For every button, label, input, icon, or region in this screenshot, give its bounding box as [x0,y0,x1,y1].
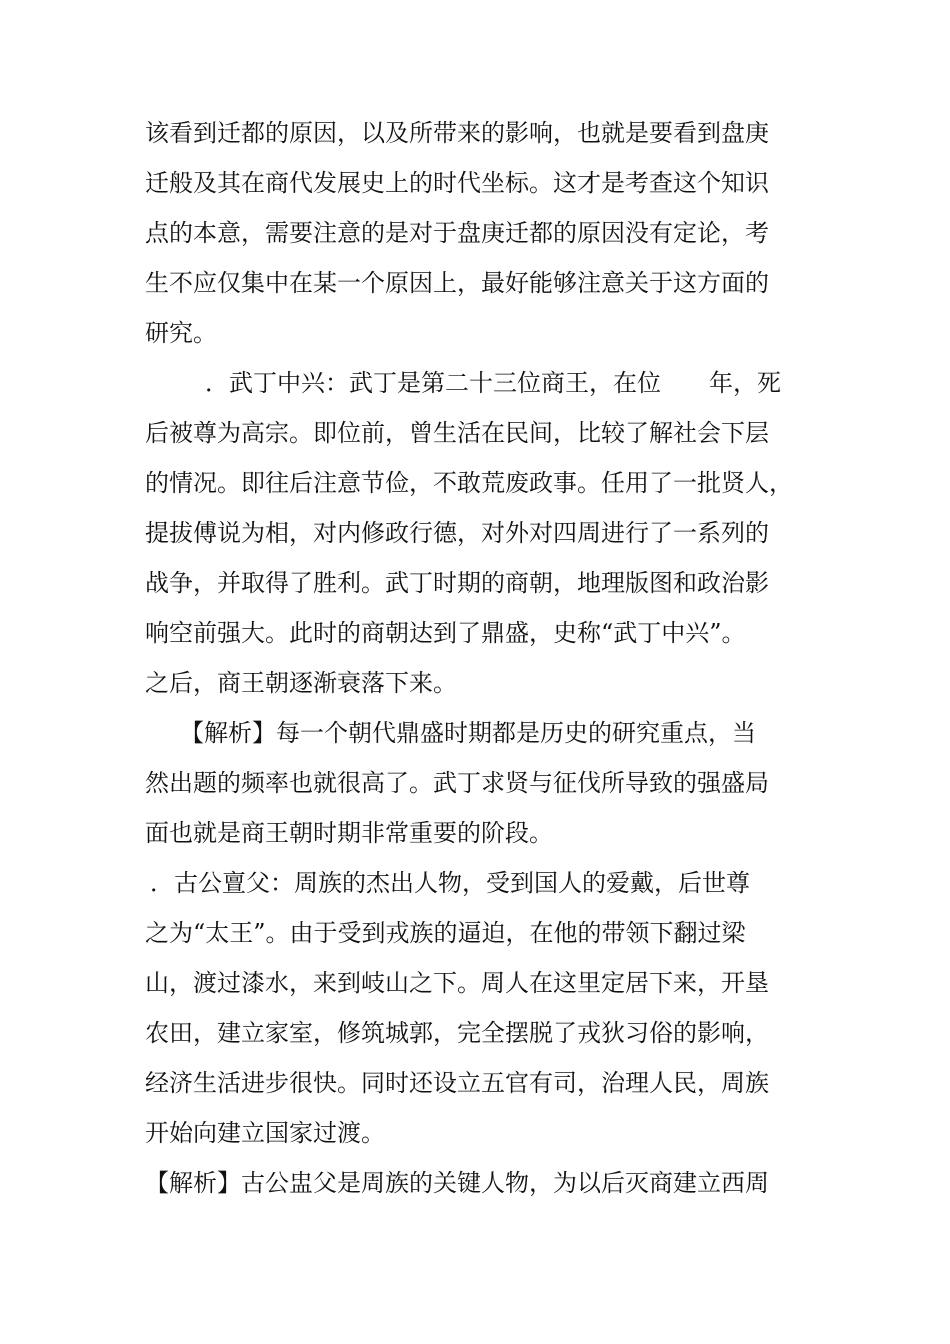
paragraph-line: 经济生活进步很快。同时还设立五官有司，治理人民，周族 [145,1069,769,1097]
paragraph-line: 该看到迁都的原因，以及所带来的影响，也就是要看到盘庚 [145,119,769,147]
paragraph-line: ．古公亶父：周族的杰出人物，受到国人的爱戴，后世尊 [150,869,750,897]
paragraph-line: 之后，商王朝逐渐衰落下来。 [145,669,457,697]
paragraph-line: 开始向建立国家过渡。 [145,1119,385,1147]
paragraph-line: 的情况。即往后注意节俭，不敢荒废政事。任用了一批贤人， [145,469,793,497]
paragraph-line: 之为“太王”。由于受到戎族的逼迫，在他的带领下翻过梁 [145,919,746,947]
paragraph-line: ．武丁中兴：武丁是第二十三位商王，在位 年，死 [205,369,781,397]
paragraph-line: 点的本意，需要注意的是对于盘庚迁都的原因没有定论，考 [145,219,769,247]
paragraph-line: 提拔傅说为相，对内修政行德，对外对四周进行了一系列的 [145,519,769,547]
paragraph-line: 然出题的频率也就很高了。武丁求贤与征伐所导致的强盛局 [145,769,769,797]
paragraph-line: 研究。 [145,319,217,347]
paragraph-line: 迁般及其在商代发展史上的时代坐标。这才是考查这个知识 [145,169,769,197]
paragraph-line: 响空前强大。此时的商朝达到了鼎盛，史称“武丁中兴”。 [145,619,746,647]
paragraph-line: 战争，并取得了胜利。武丁时期的商朝，地理版图和政治影 [145,569,769,597]
paragraph-line: 面也就是商王朝时期非常重要的阶段。 [145,819,553,847]
paragraph-line: 后被尊为高宗。即位前，曾生活在民间，比较了解社会下层 [145,419,769,447]
paragraph-line: 【解析】古公盅父是周族的关键人物，为以后灭商建立西周 [145,1169,769,1197]
paragraph-line: 农田，建立家室，修筑城郭，完全摆脱了戎狄习俗的影响， [145,1019,769,1047]
paragraph-line: 生不应仅集中在某一个原因上，最好能够注意关于这方面的 [145,269,769,297]
paragraph-line: 【解析】每一个朝代鼎盛时期都是历史的研究重点，当 [180,719,756,747]
paragraph-line: 山，渡过漆水，来到岐山之下。周人在这里定居下来，开垦 [145,969,769,997]
